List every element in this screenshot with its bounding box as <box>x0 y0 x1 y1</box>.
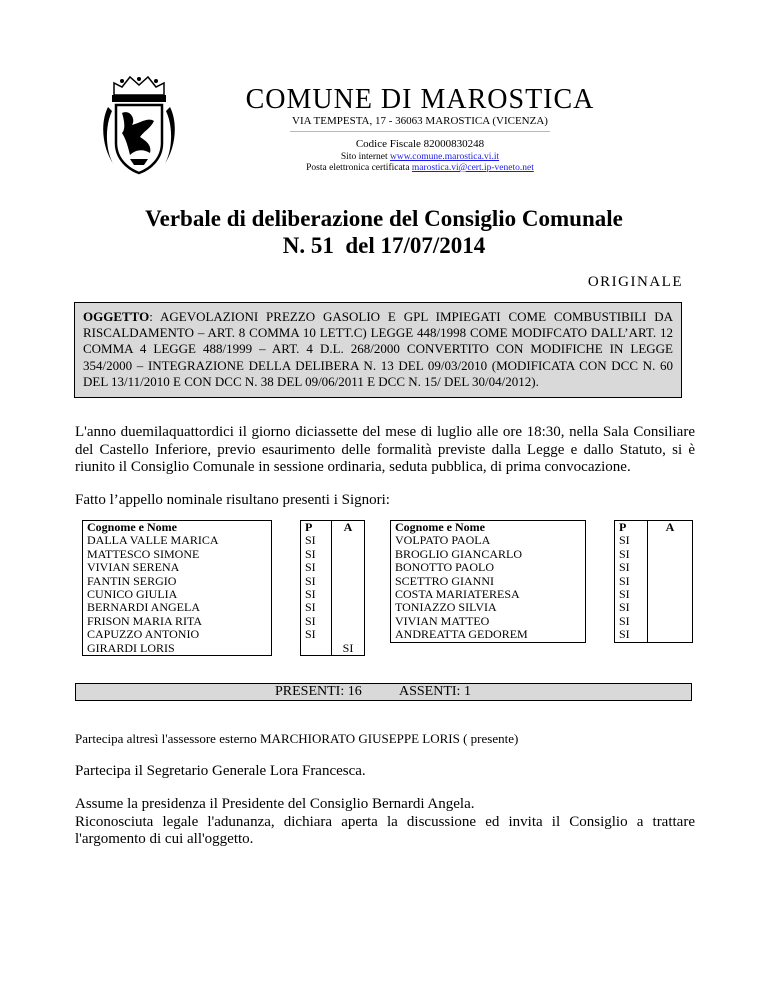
pec-line <box>170 163 670 173</box>
present-mark: SI <box>615 628 648 641</box>
member-name <box>391 642 586 643</box>
absent-mark <box>332 575 365 588</box>
member-name: BERNARDI ANGELA <box>83 601 272 614</box>
heading-line-1: Verbale di deliberazione del Consiglio Comunale <box>145 206 623 231</box>
column-gap <box>272 601 301 614</box>
attendance-row <box>391 548 693 561</box>
attendance-row <box>391 615 693 628</box>
attendance-row <box>391 628 693 641</box>
subject-label: OGGETTO <box>83 309 150 324</box>
column-gap <box>586 575 615 588</box>
present-mark <box>615 642 648 643</box>
member-name: VIVIAN MATTEO <box>391 615 586 628</box>
absent-mark <box>648 548 693 561</box>
attendance-row <box>83 561 365 574</box>
member-name: VOLPATO PAOLA <box>391 534 586 547</box>
column-gap <box>272 575 301 588</box>
subject-text: : AGEVOLAZIONI PREZZO GASOLIO E GPL IMPIEGATI COME COMBUSTIBILI DA RISCALDAMENTO – ART. 8 COMMA 10 LETT.C) LEGGE 448/1998 COME MODIFCATO DALL’ART. 12 COMMA 4 LEGGE 488/1999 – ART. 4 D.L. 268/2000 CONVERTITO CON MODIFICHE IN LEGGE 354/2000 – INTEGRAZIONE DELLA DELIBERA N. 13 DEL 09/03/2010 (MODIFICATA CON DCC N. 60 DEL 13/11/2010 E CON DCC N. 38 DEL 09/06/2011 E DCC N. 15/ DEL 30/04/2012). <box>83 309 673 389</box>
attendance-table-left <box>82 520 365 656</box>
column-gap <box>272 561 301 574</box>
pec-link[interactable]: marostica.vi@cert.ip-veneto.net <box>411 163 534 173</box>
attendance-table-right <box>390 520 693 643</box>
attendance-row <box>391 534 693 547</box>
absent-mark <box>332 534 365 547</box>
absent-mark <box>648 575 693 588</box>
present-mark <box>301 642 332 656</box>
attendance-row <box>391 588 693 601</box>
absent-mark <box>648 601 693 614</box>
column-gap <box>586 521 615 535</box>
column-gap <box>272 615 301 628</box>
column-gap <box>272 521 301 535</box>
absent-mark <box>648 628 693 641</box>
present-mark: SI <box>301 601 332 614</box>
present-mark: SI <box>615 561 648 574</box>
absent-mark: SI <box>332 642 365 656</box>
subject-box <box>74 302 682 398</box>
member-name: BROGLIO GIANCARLO <box>391 548 586 561</box>
member-name: MATTESCO SIMONE <box>83 548 272 561</box>
column-gap <box>272 642 301 656</box>
column-gap <box>586 601 615 614</box>
column-gap <box>586 561 615 574</box>
header-present: P <box>615 521 648 535</box>
column-gap <box>272 628 301 641</box>
present-mark: SI <box>615 575 648 588</box>
present-mark: SI <box>615 601 648 614</box>
quorum-line: Riconosciuta legale l'adunanza, dichiara aperta la discussione ed invita il Consiglio a trattare l'argomento di cui all'oggetto. <box>75 813 695 847</box>
document-heading <box>0 205 768 259</box>
header-name: Cognome e Nome <box>391 521 586 535</box>
column-gap <box>586 548 615 561</box>
member-name: FRISON MARIA RITA <box>83 615 272 628</box>
attendance-row <box>83 575 365 588</box>
header-present: P <box>301 521 332 535</box>
website-label: Sito internet <box>340 152 390 162</box>
absent-mark <box>332 615 365 628</box>
absent-mark <box>648 642 693 643</box>
heading-line-2: N. 51 del 17/07/2014 <box>282 233 486 258</box>
member-name: FANTIN SERGIO <box>83 575 272 588</box>
attendance-row <box>83 588 365 601</box>
present-mark: SI <box>615 534 648 547</box>
column-gap <box>586 642 615 643</box>
intro-paragraph: L'anno duemilaquattordici il giorno diciassette del mese di luglio alle ore 18:30, nella Sala Consiliare del Castello Inferiore, previo esaurimento delle formalità previste dalla Legge e dallo Statuto, si è riunito il Consiglio Comunale in sessione ordinaria, seduta pubblica, di prima convocazione. <box>75 424 695 475</box>
column-gap <box>586 588 615 601</box>
present-mark: SI <box>301 615 332 628</box>
totals-box <box>75 683 692 701</box>
present-mark: SI <box>301 548 332 561</box>
member-name: DALLA VALLE MARICA <box>83 534 272 547</box>
member-name: SCETTRO GIANNI <box>391 575 586 588</box>
member-name: CUNICO GIULIA <box>83 588 272 601</box>
present-mark: SI <box>301 588 332 601</box>
header-divider <box>290 131 550 132</box>
column-gap <box>586 534 615 547</box>
attendance-row <box>391 575 693 588</box>
presidency-paragraph <box>75 796 695 849</box>
member-name: VIVIAN SERENA <box>83 561 272 574</box>
absent-count: ASSENTI: 1 <box>399 684 471 699</box>
page-title: COMUNE DI MAROSTICA <box>245 84 595 115</box>
present-mark: SI <box>301 628 332 641</box>
attendance-row <box>83 628 365 641</box>
assessor-line: Partecipa altresì l'assessore esterno MARCHIORATO GIUSEPPE LORIS ( presente) <box>75 731 519 746</box>
member-name: BONOTTO PAOLO <box>391 561 586 574</box>
column-gap <box>272 534 301 547</box>
present-mark: SI <box>615 588 648 601</box>
member-name: COSTA MARIATERESA <box>391 588 586 601</box>
absent-mark <box>332 601 365 614</box>
absent-mark <box>332 588 365 601</box>
original-stamp: ORIGINALE <box>587 274 683 290</box>
presidency-line: Assume la presidenza il Presidente del Consiglio Bernardi Angela. <box>75 796 475 812</box>
member-name: CAPUZZO ANTONIO <box>83 628 272 641</box>
coat-of-arms-icon <box>100 73 178 178</box>
header-absent: A <box>648 521 693 535</box>
website-link[interactable]: www.comune.marostica.vi.it <box>389 152 500 162</box>
attendance-row <box>83 615 365 628</box>
present-mark: SI <box>301 561 332 574</box>
secretary-line: Partecipa il Segretario Generale Lora Francesca. <box>75 763 366 779</box>
attendance-header-row <box>83 521 365 535</box>
absent-mark <box>332 628 365 641</box>
codice-fiscale: Codice Fiscale 82000830248 <box>355 138 485 150</box>
absent-mark <box>332 548 365 561</box>
attendance-row <box>391 642 693 643</box>
address: VIA TEMPESTA, 17 - 36063 MAROSTICA (VICENZA) <box>292 115 548 127</box>
member-name: GIRARDI LORIS <box>83 642 272 656</box>
attendance-row <box>83 642 365 656</box>
website-line <box>170 152 670 162</box>
attendance-row <box>83 548 365 561</box>
absent-mark <box>332 561 365 574</box>
attendance-header-row <box>391 521 693 535</box>
attendance-row <box>83 534 365 547</box>
attendance-row <box>83 601 365 614</box>
present-mark: SI <box>301 575 332 588</box>
column-gap <box>272 548 301 561</box>
column-gap <box>586 615 615 628</box>
header-absent: A <box>332 521 365 535</box>
present-mark: SI <box>301 534 332 547</box>
column-gap <box>272 588 301 601</box>
attendance-row <box>391 601 693 614</box>
pec-label: Posta elettronica certificata <box>306 163 412 173</box>
absent-mark <box>648 588 693 601</box>
present-count: PRESENTI: 16 <box>275 684 362 699</box>
attendance-row <box>391 561 693 574</box>
column-gap <box>586 628 615 641</box>
absent-mark <box>648 615 693 628</box>
member-name: TONIAZZO SILVIA <box>391 601 586 614</box>
header-name: Cognome e Nome <box>83 521 272 535</box>
roll-call-line: Fatto l’appello nominale risultano presenti i Signori: <box>75 492 390 508</box>
absent-mark <box>648 561 693 574</box>
absent-mark <box>648 534 693 547</box>
present-mark: SI <box>615 548 648 561</box>
member-name: ANDREATTA GEDOREM <box>391 628 586 641</box>
present-mark: SI <box>615 615 648 628</box>
